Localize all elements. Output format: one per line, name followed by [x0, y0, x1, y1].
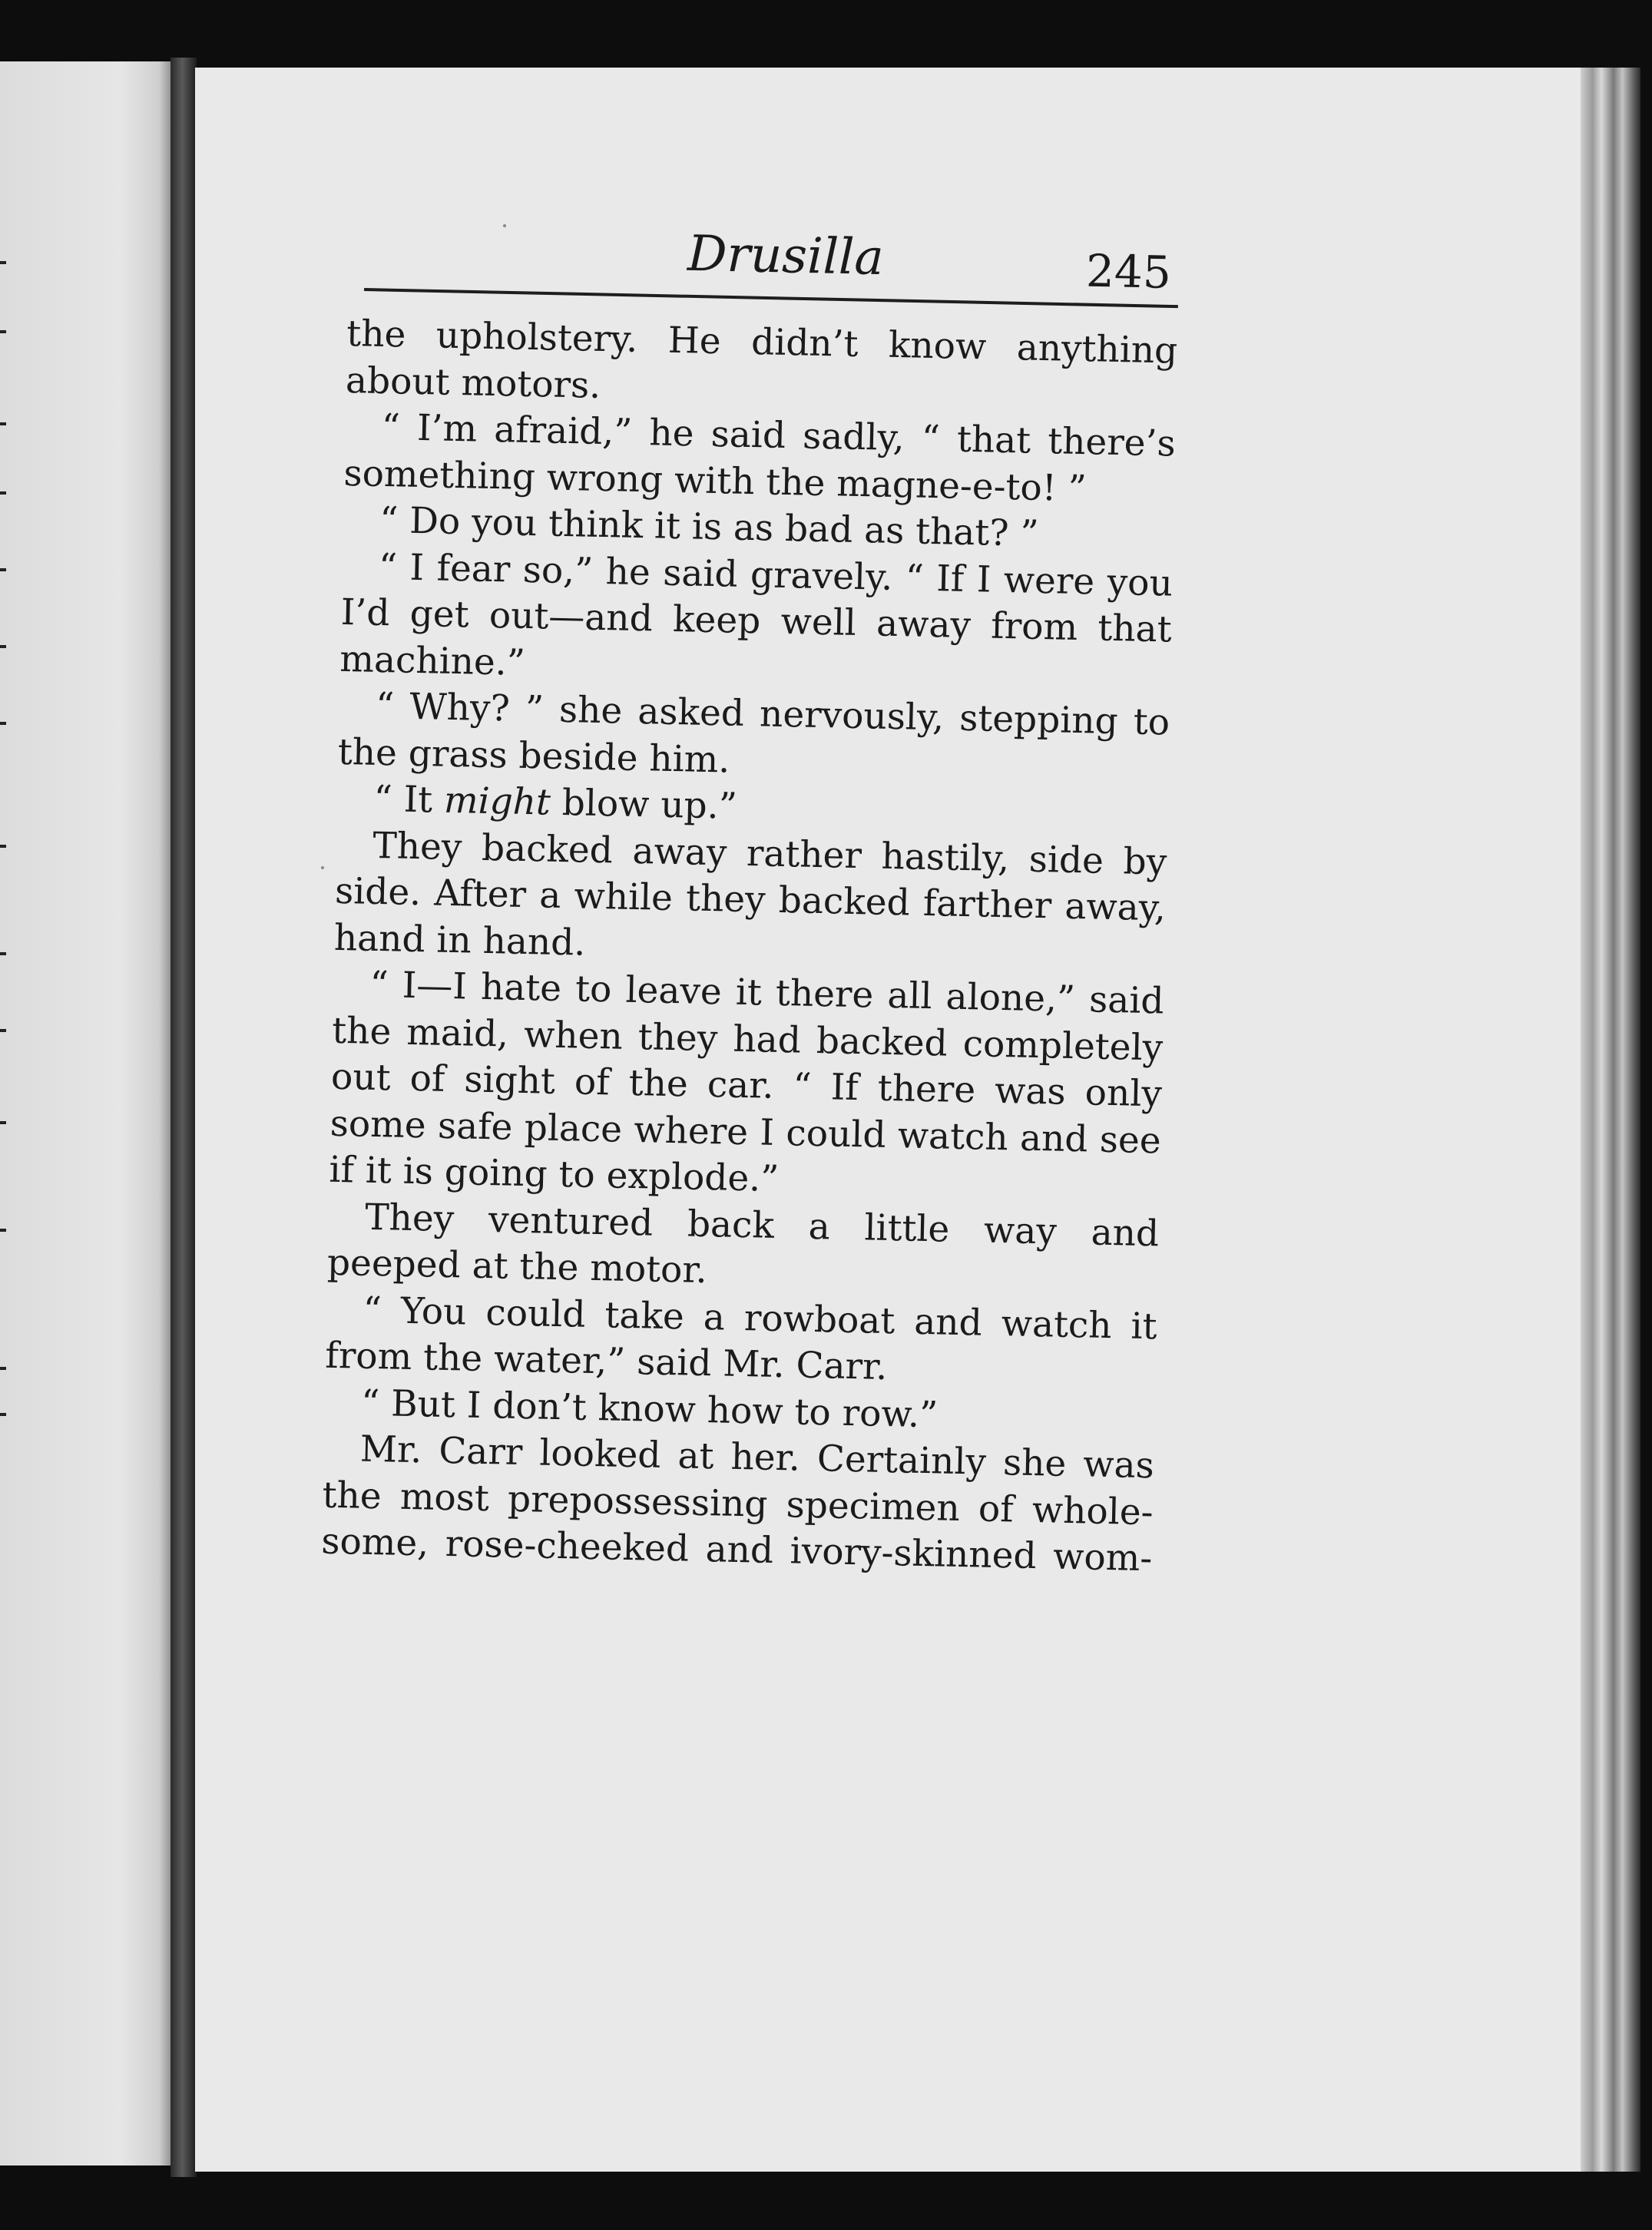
page-number: 245: [1085, 244, 1172, 299]
margin-mark: [0, 845, 6, 848]
scan-speck: [321, 866, 324, 869]
margin-mark: [0, 568, 6, 571]
paragraph-text: “ It: [373, 777, 445, 822]
margin-mark: [0, 330, 6, 333]
paragraph: They backed away rather hastily, side by side. After a while they backed farther away, hand in hand.: [333, 824, 1167, 964]
facing-page-edge: [0, 61, 173, 2165]
margin-mark: [0, 1029, 6, 1032]
paragraph: the upholstery. He didn’t know anything about motors.: [345, 312, 1178, 407]
margin-mark: [0, 1121, 6, 1124]
margin-mark: [0, 491, 6, 495]
page-fore-edge: [1581, 68, 1640, 2172]
margin-mark: [0, 722, 6, 725]
emphasis-text: might: [443, 779, 551, 824]
head-rule: [364, 288, 1178, 308]
paragraph: They ventured back a little way and peeped at the motor.: [326, 1196, 1160, 1292]
paragraph: “ Why? ” she asked nervously, stepping to the grass beside him.: [337, 684, 1170, 782]
paragraph: “ I’m afraid,” he said sadly, “ that there’s something wrong with the magne-e-to! ”: [343, 405, 1177, 510]
margin-mark: [0, 1367, 6, 1370]
running-title: Drusilla: [687, 225, 885, 287]
paragraph: “ I—I hate to leave it there all alone,” said the maid, when they had backed completely out of sight of the car. “ If there was only some safe place where I could watch and see if it is going to explode.”: [329, 963, 1164, 1201]
book-gutter: [170, 58, 197, 2177]
paragraph: “ But I don’t know how to row.”: [360, 1381, 939, 1436]
margin-mark: [0, 645, 6, 648]
margin-mark: [0, 422, 6, 425]
running-head: [364, 219, 1180, 320]
margin-mark: [0, 1229, 6, 1232]
paragraph: “ You could take a rowboat and watch it from the water,” said Mr. Carr.: [324, 1289, 1158, 1389]
paragraph: Mr. Carr looked at her. Certainly she was the most prepossessing specimen of whole-some, rose-cheeked and ivory-skinned wom-: [320, 1428, 1155, 1580]
paragraph: “ I fear so,” he said gravely. “ If I were you I’d get out—and keep well away from that machine.”: [339, 545, 1174, 684]
margin-mark: [0, 261, 6, 264]
paragraph-text: blow up.”: [550, 781, 738, 828]
body-text: [321, 311, 1178, 1583]
paragraph: “ Do you think it is as bad as that? ”: [379, 498, 1040, 555]
margin-mark: [0, 952, 6, 955]
margin-mark: [0, 1413, 6, 1416]
